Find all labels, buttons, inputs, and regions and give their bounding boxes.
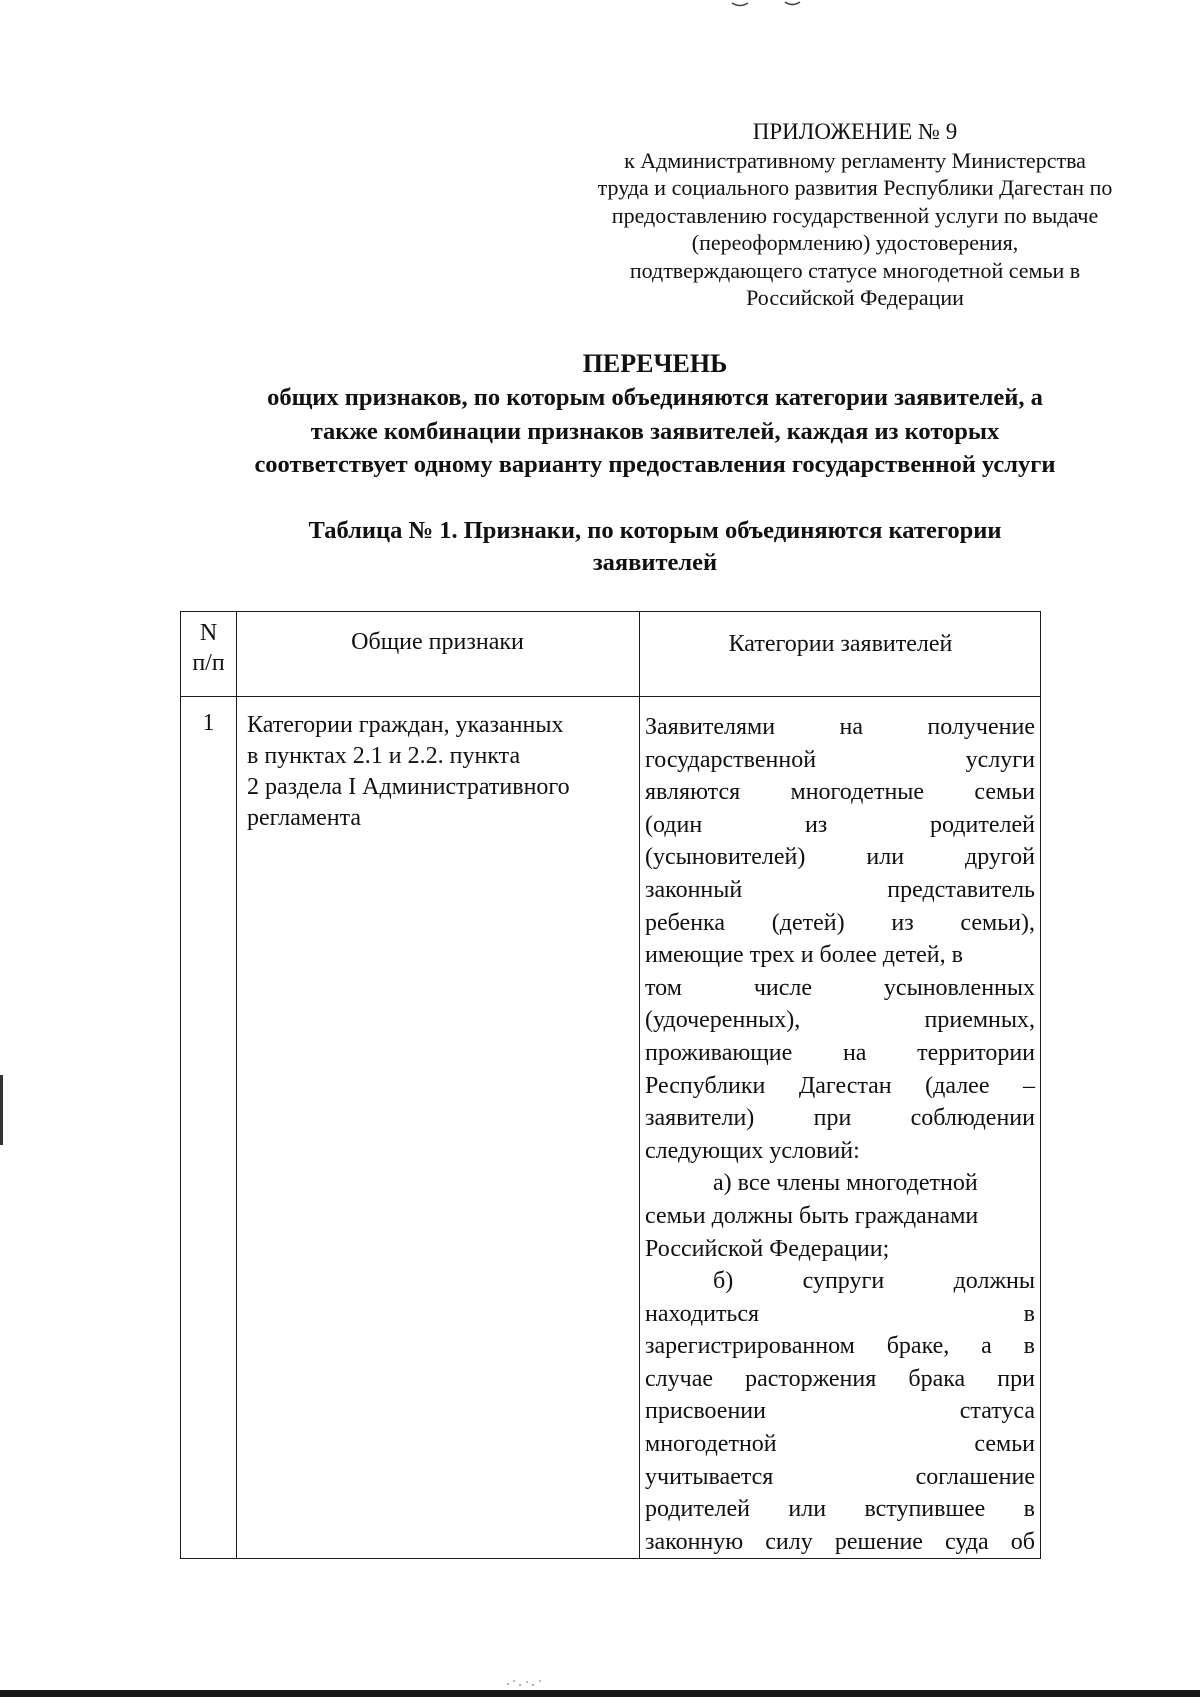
categories-word: числе — [753, 974, 813, 1001]
categories-word: из — [891, 909, 914, 936]
categories-word: Заявителями — [645, 714, 776, 740]
general-features-line: 2 раздела I Административного — [247, 774, 570, 800]
categories-word: другой — [965, 844, 1035, 871]
categories-line — [645, 874, 1035, 907]
categories-line — [645, 1363, 1035, 1396]
title-subline: соответствует одному варианту предоставления государственной услуги — [254, 451, 1056, 478]
scan-artifact-top — [730, 0, 810, 8]
general-features-line: в пунктах 2.1 и 2.2. пункта — [247, 743, 521, 769]
categories-line — [645, 939, 1035, 972]
categories-line — [645, 1428, 1035, 1461]
categories-word: представитель — [887, 876, 1035, 903]
categories-line — [645, 809, 1035, 842]
categories-word: территории — [917, 1039, 1035, 1066]
table-column-divider — [236, 612, 237, 1558]
categories-word: при — [997, 1365, 1035, 1392]
categories-line — [645, 1004, 1035, 1037]
categories-line — [645, 744, 1035, 777]
categories-word: (удочеренных), — [645, 1007, 801, 1034]
categories-word: проживающие — [645, 1039, 793, 1066]
categories-word: (детей) — [771, 909, 845, 936]
appendix-header — [575, 118, 1135, 312]
categories-word: учитывается — [645, 1463, 774, 1490]
categories-word: соглашение — [915, 1463, 1035, 1490]
table-header-divider — [181, 696, 1040, 697]
categories-word: супруги — [802, 1268, 885, 1295]
categories-word: законный — [645, 876, 743, 903]
categories-line — [645, 1200, 1035, 1233]
row-number: 1 — [202, 710, 215, 736]
categories-word: семьи), — [960, 909, 1035, 936]
categories-word: услуги — [965, 746, 1035, 773]
categories-word: или — [866, 844, 905, 871]
categories-line — [645, 1135, 1035, 1168]
title-subline: также комбинации признаков заявителей, каждая из которых — [310, 417, 1000, 445]
categories-word: (усыновителей) — [645, 844, 806, 871]
categories-word: ребенка — [645, 909, 725, 936]
categories-word: расторжения — [745, 1365, 877, 1392]
appendix-line: подтверждающего статусе многодетной семьи в — [629, 257, 1081, 283]
categories-line — [645, 1395, 1035, 1428]
categories-word: родителей — [930, 811, 1035, 838]
header-applicant-categories: Категории заявителей — [728, 631, 953, 657]
appendix-line: (переоформлению) удостоверения, — [691, 230, 1019, 255]
categories-word: статуса — [959, 1398, 1035, 1425]
categories-word: государственной — [645, 746, 817, 773]
categories-word: приемных, — [924, 1007, 1035, 1034]
criteria-table — [180, 611, 1041, 1559]
general-features-line: регламента — [247, 805, 362, 831]
table-caption-line: заявителей — [592, 549, 718, 576]
categories-line — [645, 972, 1035, 1005]
header-number — [181, 618, 236, 678]
categories-line — [645, 1330, 1035, 1363]
categories-word: решение — [834, 1528, 923, 1555]
document-title — [160, 347, 1150, 482]
row-applicant-categories — [645, 711, 1035, 1558]
categories-word: имеющие трех и более детей, в — [645, 942, 963, 969]
categories-word: суда — [945, 1528, 989, 1555]
categories-word: на — [839, 714, 863, 740]
categories-word: (один — [645, 811, 703, 838]
categories-line — [645, 841, 1035, 874]
categories-line — [645, 1298, 1035, 1331]
categories-word: Российской Федерации; — [645, 1235, 890, 1262]
header-number-line: N — [199, 620, 218, 646]
categories-word: в — [1023, 1333, 1035, 1360]
appendix-line: Российской Федерации — [746, 285, 964, 310]
categories-word: многодетной — [645, 1431, 777, 1458]
categories-line — [645, 1461, 1035, 1494]
categories-line — [645, 776, 1035, 809]
categories-word: случае — [645, 1365, 714, 1392]
categories-word: вступившее — [864, 1496, 986, 1523]
appendix-line: труда и социального развития Республики Дагестан по — [597, 175, 1113, 200]
categories-word: многодетные — [790, 779, 925, 806]
categories-line — [645, 711, 1035, 744]
categories-word: из — [804, 811, 828, 838]
appendix-line: к Административному регламенту Министерства — [624, 147, 1086, 173]
categories-line — [645, 1167, 1035, 1200]
categories-word: а — [981, 1333, 992, 1360]
categories-word: усыновленных — [883, 974, 1035, 1001]
categories-word: законную — [645, 1528, 744, 1555]
categories-word: об — [1010, 1528, 1035, 1555]
categories-line — [645, 1102, 1035, 1135]
header-general-features: Общие признаки — [351, 629, 524, 655]
categories-word: являются — [645, 779, 741, 806]
scan-artifact-left-edge — [0, 1075, 3, 1145]
appendix-line: ПРИЛОЖЕНИЕ № 9 — [752, 119, 958, 144]
title-subline: общих признаков, по которым объединяются категории заявителей, а — [267, 384, 1043, 411]
categories-word: получение — [927, 714, 1035, 740]
categories-line — [645, 1526, 1035, 1559]
categories-line — [645, 1037, 1035, 1070]
categories-word: семьи — [974, 1431, 1035, 1458]
title-main: ПЕРЕЧЕНЬ — [582, 349, 728, 378]
categories-word: а) все члены многодетной — [713, 1170, 978, 1197]
categories-line — [645, 1265, 1035, 1298]
row-general-features — [247, 710, 637, 834]
scan-artifact-smudge — [500, 1676, 550, 1688]
table-caption-line: Таблица № 1. Признаки, по которым объединяются категории — [308, 517, 1002, 544]
categories-word: браке, — [886, 1333, 950, 1360]
categories-word: должны — [953, 1268, 1035, 1295]
categories-word: том — [645, 974, 682, 1001]
categories-line — [645, 907, 1035, 940]
categories-line — [645, 1233, 1035, 1266]
categories-word: присвоении — [645, 1398, 766, 1425]
header-number-line: п/п — [192, 650, 225, 676]
categories-word: заявители) — [645, 1105, 755, 1132]
categories-word: находиться — [645, 1300, 760, 1327]
categories-line — [645, 1070, 1035, 1103]
categories-line — [645, 1493, 1035, 1526]
table-caption — [200, 515, 1110, 579]
categories-word: соблюдении — [910, 1105, 1035, 1132]
categories-word: силу — [765, 1528, 813, 1555]
categories-word: (далее — [925, 1072, 990, 1099]
general-features-line: Категории граждан, указанных — [247, 712, 564, 738]
categories-word: при — [813, 1105, 852, 1132]
categories-word: зарегистрированном — [645, 1333, 855, 1360]
categories-word: – — [1023, 1072, 1035, 1099]
categories-word: на — [842, 1039, 867, 1066]
appendix-line: предоставлению государственной услуги по выдаче — [611, 202, 1099, 228]
categories-word: семьи — [974, 779, 1035, 806]
categories-word: или — [788, 1496, 827, 1523]
categories-word: семьи должны быть гражданами — [645, 1202, 979, 1229]
categories-word: Дагестан — [798, 1072, 892, 1099]
categories-word: б) — [713, 1268, 734, 1295]
categories-word: следующих условий: — [645, 1137, 860, 1164]
categories-word: в — [1023, 1300, 1035, 1327]
categories-word: Республики — [645, 1072, 766, 1099]
table-column-divider — [639, 612, 640, 1558]
scan-artifact-bottom-edge — [0, 1690, 1200, 1697]
categories-word: в — [1023, 1496, 1035, 1523]
categories-word: родителей — [645, 1496, 750, 1523]
categories-word: брака — [908, 1365, 966, 1392]
